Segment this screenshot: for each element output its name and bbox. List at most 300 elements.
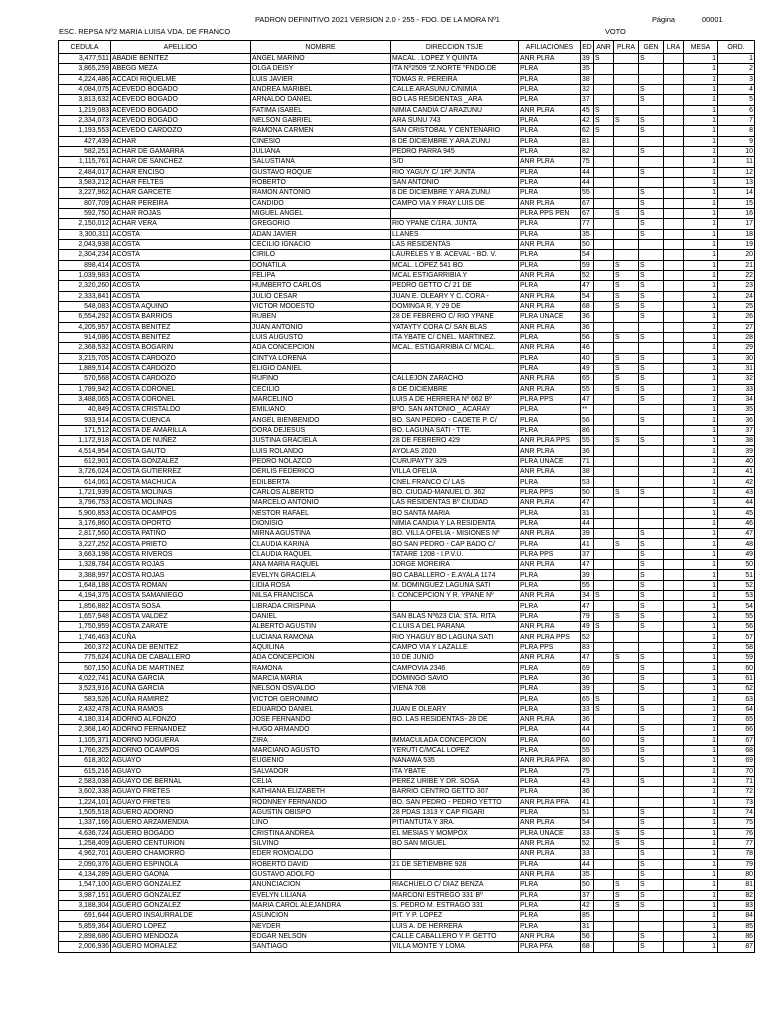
cell-apellido: ACUÑA [111, 632, 251, 642]
cell-nombre: GUSTAVO ADOLFO [251, 869, 391, 879]
cell-afiliaciones: PLRA [519, 663, 581, 673]
cell-ord: 45 [718, 508, 755, 518]
cell-cedula: 1,657,948 [59, 611, 111, 621]
cell-direccion: PEDRO PARRA 945 [391, 146, 519, 156]
cell-nombre: MIGUEL ANGEL [251, 208, 391, 218]
cell-ed: 62 [581, 126, 594, 136]
cell-direccion: TOMAS R. PEREIRA [391, 74, 519, 84]
cell-mesa: 1 [684, 735, 718, 745]
cell-ed: 41 [581, 797, 594, 807]
cell-apellido: AGUAYO [111, 756, 251, 766]
cell-mesa: 1 [684, 405, 718, 415]
cell-mesa: 1 [684, 167, 718, 177]
cell-lra [664, 529, 684, 539]
table-row [59, 642, 755, 652]
cell-apellido: AGUERO GAONA [111, 869, 251, 879]
cell-apellido: ACHAR VERA [111, 219, 251, 229]
cell-lra [664, 632, 684, 642]
cell-plra [614, 239, 639, 249]
cell-nombre: SALVADOR [251, 766, 391, 776]
table-row [59, 539, 755, 549]
cell-cedula: 4,224,486 [59, 74, 111, 84]
cell-afiliaciones: PLRA UNACE [519, 456, 581, 466]
cell-ed: 36 [581, 673, 594, 683]
cell-nombre: MARCIA MARIA [251, 673, 391, 683]
cell-lra [664, 477, 684, 487]
cell-afiliaciones: ANR PLRA [519, 322, 581, 332]
cell-anr [594, 611, 614, 621]
cell-apellido: ACOSTA CRISTALDO [111, 405, 251, 415]
cell-nombre: PEDRO NOLAZCO [251, 456, 391, 466]
cell-afiliaciones: ANR PLRA [519, 715, 581, 725]
cell-gen: S [639, 84, 664, 94]
cell-nombre: LUCIANA RAMONA [251, 632, 391, 642]
cell-ord: 51 [718, 570, 755, 580]
cell-plra [614, 146, 639, 156]
table-row [59, 766, 755, 776]
vote-label: VOTO [605, 27, 626, 36]
cell-plra [614, 54, 639, 64]
cell-afiliaciones: PLRA [519, 126, 581, 136]
cell-cedula: 570,568 [59, 374, 111, 384]
cell-nombre: HUMBERTO CARLOS [251, 281, 391, 291]
cell-anr [594, 776, 614, 786]
cell-ord: 71 [718, 776, 755, 786]
table-row [59, 518, 755, 528]
cell-ord: 81 [718, 880, 755, 890]
cell-cedula: 3,215,705 [59, 353, 111, 363]
table-row [59, 570, 755, 580]
cell-mesa: 1 [684, 198, 718, 208]
cell-mesa: 1 [684, 890, 718, 900]
cell-apellido: ACHAR GARCETE [111, 188, 251, 198]
cell-ord: 70 [718, 766, 755, 776]
cell-apellido: AGUERO CHAMORRO [111, 849, 251, 859]
cell-nombre: NELSON GABRIEL [251, 115, 391, 125]
cell-anr [594, 653, 614, 663]
cell-ed: 47 [581, 653, 594, 663]
cell-lra [664, 601, 684, 611]
cell-mesa: 1 [684, 942, 718, 952]
cell-anr [594, 942, 614, 952]
table-row [59, 601, 755, 611]
cell-plra [614, 601, 639, 611]
cell-afiliaciones: ANR PLRA [519, 869, 581, 879]
table-row [59, 219, 755, 229]
cell-direccion: 28 DE FEBRERO 429 [391, 436, 519, 446]
cell-plra [614, 684, 639, 694]
cell-mesa: 1 [684, 931, 718, 941]
cell-direccion: NIMIA CANDIA C/ ARAZUNU [391, 105, 519, 115]
cell-gen: S [639, 807, 664, 817]
cell-ord: 26 [718, 312, 755, 322]
cell-nombre: DERLIS FEDERICO [251, 467, 391, 477]
table-row [59, 745, 755, 755]
cell-ed: 43 [581, 776, 594, 786]
cell-direccion: BO. SAN PEDRO - CADETE P. C/ [391, 415, 519, 425]
cell-ed: 32 [581, 84, 594, 94]
cell-plra [614, 859, 639, 869]
cell-afiliaciones: PLRA [519, 787, 581, 797]
cell-anr [594, 642, 614, 652]
table-row [59, 115, 755, 125]
cell-direccion: AYOLAS 2020 [391, 446, 519, 456]
cell-ord: 72 [718, 787, 755, 797]
cell-afiliaciones: PLRA PFA [519, 942, 581, 952]
cell-ed: 47 [581, 601, 594, 611]
cell-lra [664, 208, 684, 218]
cell-plra [614, 105, 639, 115]
cell-anr [594, 374, 614, 384]
cell-cedula: 914,086 [59, 332, 111, 342]
table-row [59, 167, 755, 177]
cell-lra [664, 797, 684, 807]
cell-mesa: 1 [684, 797, 718, 807]
cell-lra [664, 900, 684, 910]
cell-plra [614, 849, 639, 859]
cell-ed: 59 [581, 260, 594, 270]
cell-anr [594, 270, 614, 280]
cell-mesa: 1 [684, 766, 718, 776]
cell-cedula: 4,962,701 [59, 849, 111, 859]
cell-apellido: AGUAYO DE BERNAL [111, 776, 251, 786]
cell-gen [639, 715, 664, 725]
cell-direccion: DOMINGA R. Y 29 DE [391, 301, 519, 311]
cell-gen: S [639, 146, 664, 156]
table-row [59, 921, 755, 931]
cell-cedula: 4,205,957 [59, 322, 111, 332]
cell-cedula: 4,514,954 [59, 446, 111, 456]
cell-ed: 36 [581, 446, 594, 456]
cell-lra [664, 880, 684, 890]
cell-apellido: ACOSTA BARRIOS [111, 312, 251, 322]
cell-lra [664, 374, 684, 384]
cell-ord: 34 [718, 394, 755, 404]
cell-ed: 65 [581, 694, 594, 704]
cell-afiliaciones: ANR PLRA [519, 446, 581, 456]
cell-lra [664, 704, 684, 714]
cell-plra: S [614, 281, 639, 291]
cell-plra [614, 477, 639, 487]
cell-cedula: 3,477,511 [59, 54, 111, 64]
cell-ord: 4 [718, 84, 755, 94]
cell-ed: 44 [581, 725, 594, 735]
cell-ord: 85 [718, 921, 755, 931]
cell-direccion: CNEL FRANCO C/ LAS [391, 477, 519, 487]
cell-gen: S [639, 301, 664, 311]
cell-ed: 31 [581, 921, 594, 931]
cell-apellido: ACEVEDO BOGADO [111, 95, 251, 105]
cell-cedula: 1,337,166 [59, 818, 111, 828]
cell-anr [594, 715, 614, 725]
cell-lra [664, 446, 684, 456]
cell-afiliaciones: PLRA [519, 332, 581, 342]
cell-plra [614, 188, 639, 198]
cell-gen [639, 343, 664, 353]
cell-ed: ** [581, 405, 594, 415]
cell-mesa: 1 [684, 684, 718, 694]
cell-cedula: 2,090,376 [59, 859, 111, 869]
cell-mesa: 1 [684, 291, 718, 301]
cell-apellido: ADORNO NOGUERA [111, 735, 251, 745]
cell-afiliaciones: ANR PLRA [519, 374, 581, 384]
cell-ord: 43 [718, 487, 755, 497]
cell-afiliaciones: PLRA [519, 911, 581, 921]
cell-lra [664, 322, 684, 332]
cell-apellido: ACUÑA DE BENITEZ [111, 642, 251, 652]
cell-nombre: CIRILO [251, 250, 391, 260]
cell-gen: S [639, 828, 664, 838]
cell-gen: S [639, 229, 664, 239]
cell-gen: S [639, 270, 664, 280]
cell-ord: 65 [718, 715, 755, 725]
cell-afiliaciones: PLRA [519, 167, 581, 177]
cell-ed: 33 [581, 849, 594, 859]
cell-mesa: 1 [684, 756, 718, 766]
cell-apellido: ACOSTA OCAMPOS [111, 508, 251, 518]
table-row [59, 415, 755, 425]
cell-apellido: ACOSTA SAMANIEGO [111, 591, 251, 601]
cell-mesa: 1 [684, 715, 718, 725]
cell-lra [664, 560, 684, 570]
cell-plra [614, 869, 639, 879]
cell-ord: 20 [718, 250, 755, 260]
cell-direccion: S/D [391, 157, 519, 167]
table-row [59, 880, 755, 890]
cell-cedula: 618,302 [59, 756, 111, 766]
cell-ord: 76 [718, 828, 755, 838]
cell-plra [614, 498, 639, 508]
cell-afiliaciones: PLRA UNACE [519, 828, 581, 838]
cell-afiliaciones: PLRA [519, 64, 581, 74]
cell-direccion: LUIS A. DE HERRERA [391, 921, 519, 931]
cell-gen: S [639, 684, 664, 694]
cell-cedula: 1,746,463 [59, 632, 111, 642]
cell-nombre: JOSE FERNANDO [251, 715, 391, 725]
cell-gen: S [639, 188, 664, 198]
cell-cedula: 615,216 [59, 766, 111, 776]
cell-cedula: 1,172,918 [59, 436, 111, 446]
table-row [59, 425, 755, 435]
cell-plra [614, 560, 639, 570]
cell-lra [664, 663, 684, 673]
cell-direccion [391, 725, 519, 735]
cell-cedula: 775,624 [59, 653, 111, 663]
cell-gen: S [639, 436, 664, 446]
table-row [59, 332, 755, 342]
cell-gen [639, 518, 664, 528]
cell-ord: 55 [718, 611, 755, 621]
cell-mesa: 1 [684, 467, 718, 477]
cell-ord: 41 [718, 467, 755, 477]
cell-gen [639, 136, 664, 146]
cell-ord: 39 [718, 446, 755, 456]
cell-plra: S [614, 838, 639, 848]
cell-cedula: 1,856,882 [59, 601, 111, 611]
cell-afiliaciones: PLRA [519, 921, 581, 931]
table-row [59, 322, 755, 332]
cell-ord: 54 [718, 601, 755, 611]
cell-afiliaciones: PLRA [519, 735, 581, 745]
cell-apellido: ACOSTA [111, 291, 251, 301]
cell-afiliaciones: PLRA [519, 684, 581, 694]
table-row [59, 622, 755, 632]
cell-plra [614, 622, 639, 632]
cell-ord: 80 [718, 869, 755, 879]
cell-nombre: RUBEN [251, 312, 391, 322]
voter-roll-table [58, 40, 755, 953]
cell-apellido: ACUÑA GARCIA [111, 673, 251, 683]
table-row [59, 818, 755, 828]
cell-gen: S [639, 735, 664, 745]
cell-ord: 29 [718, 343, 755, 353]
cell-cedula: 3,488,065 [59, 394, 111, 404]
cell-mesa: 1 [684, 591, 718, 601]
cell-anr [594, 177, 614, 187]
cell-afiliaciones: PLRA PPS [519, 549, 581, 559]
cell-ed: 41 [581, 539, 594, 549]
cell-nombre: NESTOR RAFAEL [251, 508, 391, 518]
cell-lra [664, 332, 684, 342]
cell-ord: 16 [718, 208, 755, 218]
cell-mesa: 1 [684, 394, 718, 404]
cell-mesa: 1 [684, 446, 718, 456]
cell-mesa: 1 [684, 529, 718, 539]
table-row [59, 343, 755, 353]
table-row [59, 363, 755, 373]
table-row [59, 890, 755, 900]
cell-afiliaciones: PLRA [519, 580, 581, 590]
cell-anr [594, 467, 614, 477]
table-row [59, 487, 755, 497]
cell-afiliaciones: PLRA [519, 766, 581, 776]
cell-direccion: ITA YBATE [391, 766, 519, 776]
cell-nombre: CELIA [251, 776, 391, 786]
cell-ord: 30 [718, 353, 755, 363]
table-row [59, 508, 755, 518]
cell-gen: S [639, 219, 664, 229]
cell-cedula: 3,602,338 [59, 787, 111, 797]
cell-anr [594, 301, 614, 311]
cell-afiliaciones: PLRA [519, 508, 581, 518]
cell-mesa: 1 [684, 818, 718, 828]
cell-gen: S [639, 745, 664, 755]
cell-ed: 55 [581, 580, 594, 590]
cell-nombre: NILSA FRANCISCA [251, 591, 391, 601]
cell-apellido: ACUÑA DE MARTINEZ [111, 663, 251, 673]
cell-direccion: MCAL. ESTIGARRIBIA C/ MCAL. [391, 343, 519, 353]
cell-apellido: AGUERO INSAURRALDE [111, 911, 251, 921]
cell-mesa: 1 [684, 745, 718, 755]
cell-anr [594, 219, 614, 229]
cell-afiliaciones: ANR PLRA [519, 105, 581, 115]
cell-plra [614, 797, 639, 807]
cell-mesa: 1 [684, 146, 718, 156]
cell-afiliaciones: PLRA [519, 188, 581, 198]
cell-mesa: 1 [684, 312, 718, 322]
cell-anr [594, 725, 614, 735]
cell-lra [664, 343, 684, 353]
cell-gen [639, 911, 664, 921]
page-number: 00001 [702, 15, 723, 24]
cell-cedula: 1,789,942 [59, 384, 111, 394]
cell-plra [614, 591, 639, 601]
cell-gen: S [639, 560, 664, 570]
cell-direccion: PEREZ URIBE Y DR. SOSA [391, 776, 519, 786]
cell-direccion: MARCONI ESTREGO 331 Bº [391, 890, 519, 900]
cell-afiliaciones: ANR PLRA PPS [519, 436, 581, 446]
cell-anr: S [594, 54, 614, 64]
cell-ord: 14 [718, 188, 755, 198]
cell-nombre: RUFINO [251, 374, 391, 384]
cell-apellido: ACOSTA SOSA [111, 601, 251, 611]
cell-direccion: CURUPAYTY 329 [391, 456, 519, 466]
cell-mesa: 1 [684, 157, 718, 167]
cell-nombre: CANDIDO [251, 198, 391, 208]
cell-lra [664, 250, 684, 260]
cell-ord: 8 [718, 126, 755, 136]
cell-lra [664, 911, 684, 921]
cell-cedula: 612,901 [59, 456, 111, 466]
cell-lra [664, 487, 684, 497]
table-row [59, 312, 755, 322]
cell-lra [664, 146, 684, 156]
cell-afiliaciones: PLRA [519, 611, 581, 621]
cell-mesa: 1 [684, 807, 718, 817]
cell-anr [594, 745, 614, 755]
cell-ord: 87 [718, 942, 755, 952]
cell-direccion [391, 363, 519, 373]
cell-ed: 50 [581, 239, 594, 249]
cell-afiliaciones: PLRA [519, 539, 581, 549]
table-row [59, 250, 755, 260]
cell-ord: 17 [718, 219, 755, 229]
cell-mesa: 1 [684, 849, 718, 859]
cell-ord: 83 [718, 900, 755, 910]
cell-plra [614, 126, 639, 136]
cell-ed: 45 [581, 105, 594, 115]
cell-gen: S [639, 725, 664, 735]
cell-ed: 52 [581, 838, 594, 848]
cell-anr [594, 363, 614, 373]
cell-ord: 13 [718, 177, 755, 187]
cell-direccion [391, 601, 519, 611]
cell-direccion [391, 869, 519, 879]
cell-ed: 36 [581, 312, 594, 322]
cell-nombre: VICTOR GERONIMO [251, 694, 391, 704]
cell-apellido: ACOSTA VALDEZ [111, 611, 251, 621]
cell-direccion: CAMPO VIA Y FRAY LUIS DE [391, 198, 519, 208]
cell-plra [614, 704, 639, 714]
table-row [59, 942, 755, 952]
cell-afiliaciones: ANR PLRA [519, 529, 581, 539]
cell-nombre: ANGEL MARINO [251, 54, 391, 64]
cell-gen: S [639, 704, 664, 714]
cell-plra [614, 931, 639, 941]
cell-ord: 74 [718, 807, 755, 817]
cell-ord: 56 [718, 622, 755, 632]
cell-ord: 52 [718, 580, 755, 590]
cell-apellido: ACOSTA MOLINAS [111, 498, 251, 508]
cell-afiliaciones: PLRA [519, 725, 581, 735]
cell-plra [614, 756, 639, 766]
cell-mesa: 1 [684, 250, 718, 260]
cell-direccion: M. DOMINGUEZ LAGUNA SATI [391, 580, 519, 590]
cell-direccion: C.LUIS A DEL PARANA [391, 622, 519, 632]
cell-apellido: ACOSTA ZARATE [111, 622, 251, 632]
cell-plra: S [614, 270, 639, 280]
cell-ed: 86 [581, 425, 594, 435]
